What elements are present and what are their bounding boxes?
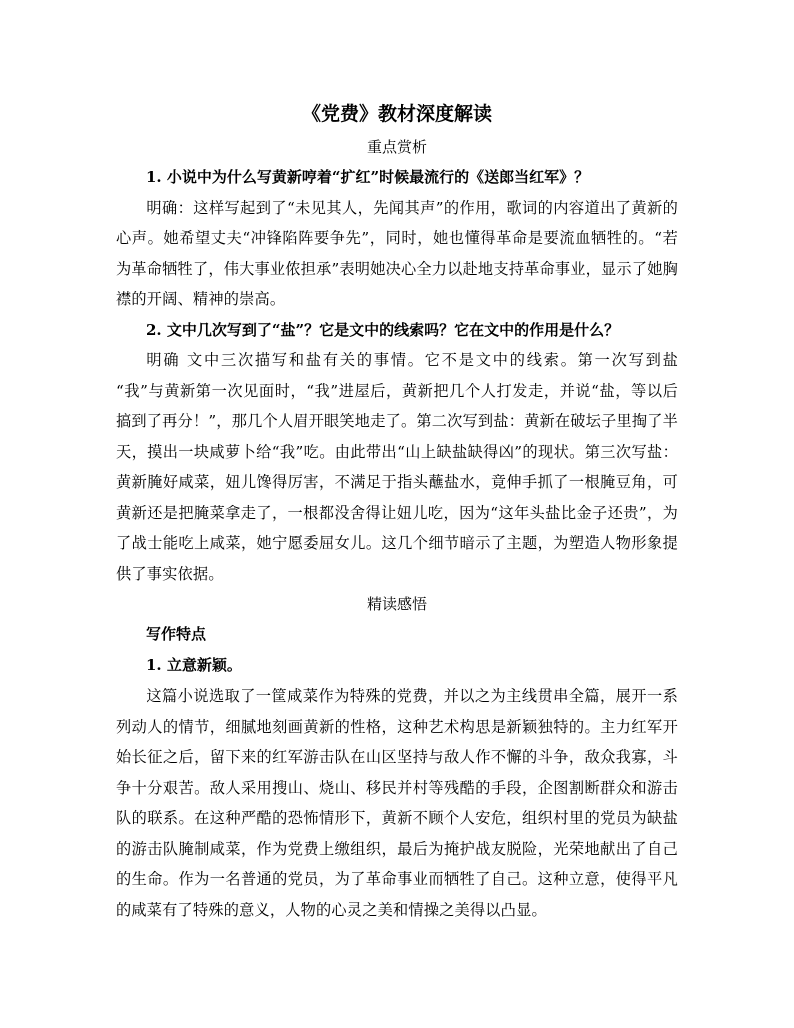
document-title: 《党费》教材深度解读 xyxy=(301,103,492,125)
answer-1: 明确：这样写起到了“未见其人，先闻其声”的作用，歌词的内容道出了黄新的心声。她希望丈夫“冲锋陷阵要争先”，同时，她也懂得革命是要流血牺牲的。“若为革命牺牲了，伟大事业侬担承”表明她决心全力以赴地支持革命事业，显示了她胸襟的开阔、精神的崇高。 xyxy=(116,198,678,308)
question-1: 1. 小说中为什么写黄新哼着“扩红”时候最流行的《送郎当红军》？ xyxy=(146,168,590,186)
point-1-heading: 1. 立意新颖。 xyxy=(146,656,242,674)
question-2: 2. 文中几次写到了“盐”？它是文中的线索吗？它在文中的作用是什么？ xyxy=(146,320,620,339)
section-heading-key-analysis: 重点赏析 xyxy=(366,138,427,156)
writing-features-heading: 写作特点 xyxy=(146,625,207,643)
section-heading-close-reading: 精读感悟 xyxy=(366,595,427,613)
answer-2: 明确 文中三次描写和盐有关的事情。它不是文中的线索。第一次写到盐 “我”与黄新第一次见面时，“我”进屋后，黄新把几个人打发走，并说“盐，等以后搞到了再分！”，那几个人眉开眼笑地走了。第二次写到盐：黄新在破坛子里掏了半天，摸出一块咸萝卜给“我”吃。由此带出“山上缺盐缺得凶”的现状。第三次写盐：黄新腌好咸菜，妞儿馋得厉害，不满足于指头蘸盐水，竟伸手抓了一根腌豆角，可黄新还是把腌菜拿走了，一根都没舍得让妞儿吃，因为“这年头盐比金子还贵”，为了战士能吃上咸菜，她宁愿委屈女儿。这几个细节暗示了主题，为塑造人物形象提供了事实依据。 xyxy=(116,351,678,583)
document-page xyxy=(116,96,678,925)
point-1-body: 这篇小说选取了一筐咸菜作为特殊的党费，并以之为主线贯串全篇，展开一系列动人的情节，细腻地刻画黄新的性格，这种艺术构思是新颖独特的。主力红军开始长征之后，留下来的红军游击队在山区坚持与敌人作不懈的斗争，敌众我寡，斗争十分艰苦。敌人采用搜山、烧山、移民并村等残酷的手段，企图割断群众和游击队的联系。在这种严酷的恐怖情形下，黄新不顾个人安危，组织村里的党员为缺盐的游击队腌制咸菜，作为党费上缴组织，最后为掩护战友脱险，光荣地献出了自己的生命。作为一名普通的党员，为了革命事业而牺牲了自己。这种立意，使得平凡的咸菜有了特殊的意义，人物的心灵之美和情操之美得以凸显。 xyxy=(116,687,678,919)
